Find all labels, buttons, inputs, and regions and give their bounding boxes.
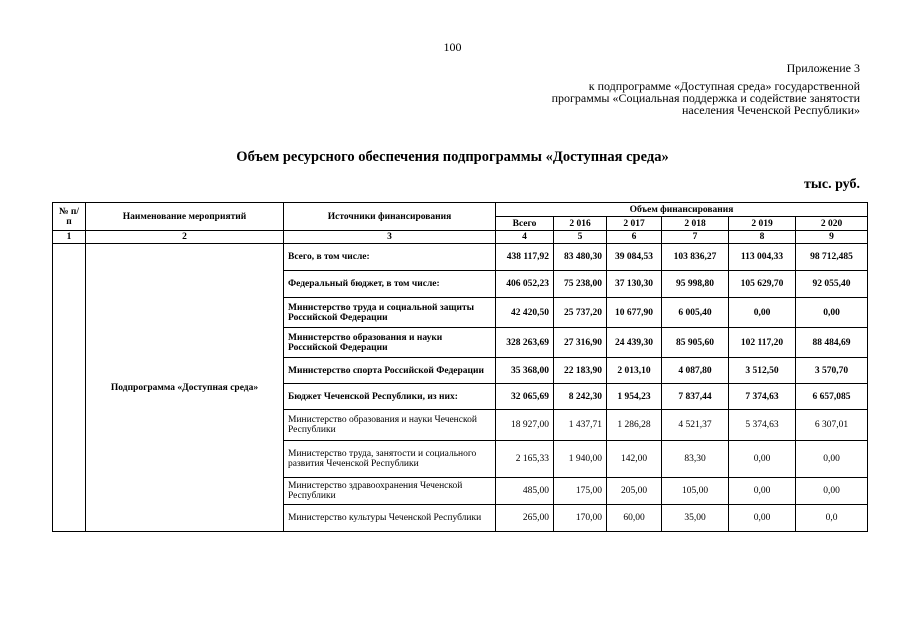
value-cell: 35 368,00 xyxy=(496,358,554,384)
value-cell: 485,00 xyxy=(496,478,554,505)
value-cell: 5 374,63 xyxy=(729,410,796,441)
value-cell: 102 117,20 xyxy=(729,328,796,358)
value-cell: 6 005,40 xyxy=(662,298,729,328)
source-cell: Министерство здравоохранения Чеченской Республики xyxy=(284,478,496,505)
value-cell: 92 055,40 xyxy=(796,271,868,298)
column-number: 8 xyxy=(729,231,796,244)
column-number: 2 xyxy=(86,231,284,244)
program-name-cell: Подпрограмма «Доступная среда» xyxy=(86,244,284,532)
value-cell: 85 905,60 xyxy=(662,328,729,358)
value-cell: 18 927,00 xyxy=(496,410,554,441)
header-year-2017: 2 017 xyxy=(607,217,662,231)
header-row-top xyxy=(53,203,868,217)
column-number: 5 xyxy=(554,231,607,244)
source-cell: Министерство культуры Чеченской Республики xyxy=(284,505,496,532)
appendix-title: Приложение 3 xyxy=(786,61,860,75)
value-cell: 7 374,63 xyxy=(729,384,796,410)
value-cell: 75 238,00 xyxy=(554,271,607,298)
table-row xyxy=(53,244,868,271)
column-number: 6 xyxy=(607,231,662,244)
value-cell: 4 087,80 xyxy=(662,358,729,384)
value-cell: 83 480,30 xyxy=(554,244,607,271)
value-cell: 27 316,90 xyxy=(554,328,607,358)
value-cell: 328 263,69 xyxy=(496,328,554,358)
header-total: Всего xyxy=(496,217,554,231)
units-label: тыс. руб. xyxy=(804,177,860,192)
value-cell: 265,00 xyxy=(496,505,554,532)
header-funding-source: Источники финансирования xyxy=(284,203,496,231)
value-cell: 142,00 xyxy=(607,441,662,478)
header-year-2020: 2 020 xyxy=(796,217,868,231)
value-cell: 6 657,085 xyxy=(796,384,868,410)
value-cell: 1 954,23 xyxy=(607,384,662,410)
value-cell: 170,00 xyxy=(554,505,607,532)
header-activity-name: Наименование мероприятий xyxy=(86,203,284,231)
header-year-2019: 2 019 xyxy=(729,217,796,231)
row-number-cell xyxy=(53,244,86,532)
value-cell: 37 130,30 xyxy=(607,271,662,298)
source-cell: Министерство спорта Российской Федерации xyxy=(284,358,496,384)
value-cell: 8 242,30 xyxy=(554,384,607,410)
header-number: № п/п xyxy=(53,203,86,231)
value-cell: 0,00 xyxy=(729,298,796,328)
value-cell: 0,0 xyxy=(796,505,868,532)
source-cell: Бюджет Чеченской Республики, из них: xyxy=(284,384,496,410)
source-cell: Федеральный бюджет, в том числе: xyxy=(284,271,496,298)
page-number: 100 xyxy=(443,40,462,54)
value-cell: 0,00 xyxy=(729,478,796,505)
value-cell: 0,00 xyxy=(729,441,796,478)
value-cell: 98 712,485 xyxy=(796,244,868,271)
value-cell: 7 837,44 xyxy=(662,384,729,410)
column-number: 9 xyxy=(796,231,868,244)
source-cell: Министерство труда и социальной защиты Российской Федерации xyxy=(284,298,496,328)
value-cell: 0,00 xyxy=(729,505,796,532)
value-cell: 105 629,70 xyxy=(729,271,796,298)
value-cell: 3 570,70 xyxy=(796,358,868,384)
value-cell: 103 836,27 xyxy=(662,244,729,271)
value-cell: 0,00 xyxy=(796,478,868,505)
value-cell: 1 940,00 xyxy=(554,441,607,478)
column-number: 1 xyxy=(53,231,86,244)
value-cell: 25 737,20 xyxy=(554,298,607,328)
source-cell: Всего, в том числе: xyxy=(284,244,496,271)
column-number: 4 xyxy=(496,231,554,244)
column-numbers-row xyxy=(53,231,868,244)
source-cell: Министерство образования и науки Чеченской Республики xyxy=(284,410,496,441)
value-cell: 0,00 xyxy=(796,441,868,478)
value-cell: 205,00 xyxy=(607,478,662,505)
value-cell: 83,30 xyxy=(662,441,729,478)
value-cell: 95 998,80 xyxy=(662,271,729,298)
value-cell: 113 004,33 xyxy=(729,244,796,271)
value-cell: 42 420,50 xyxy=(496,298,554,328)
value-cell: 32 065,69 xyxy=(496,384,554,410)
value-cell: 105,00 xyxy=(662,478,729,505)
document-title: Объем ресурсного обеспечения подпрограммы «Доступная среда» xyxy=(236,149,669,165)
value-cell: 39 084,53 xyxy=(607,244,662,271)
value-cell: 22 183,90 xyxy=(554,358,607,384)
column-number: 7 xyxy=(662,231,729,244)
value-cell: 2 013,10 xyxy=(607,358,662,384)
value-cell: 1 286,28 xyxy=(607,410,662,441)
value-cell: 438 117,92 xyxy=(496,244,554,271)
header-year-2016: 2 016 xyxy=(554,217,607,231)
value-cell: 35,00 xyxy=(662,505,729,532)
column-number: 3 xyxy=(284,231,496,244)
header-funding-volume: Объем финансирования xyxy=(496,203,868,217)
value-cell: 60,00 xyxy=(607,505,662,532)
value-cell: 406 052,23 xyxy=(496,271,554,298)
financing-table xyxy=(52,202,868,532)
value-cell: 88 484,69 xyxy=(796,328,868,358)
value-cell: 3 512,50 xyxy=(729,358,796,384)
value-cell: 10 677,90 xyxy=(607,298,662,328)
value-cell: 0,00 xyxy=(796,298,868,328)
value-cell: 4 521,37 xyxy=(662,410,729,441)
source-cell: Министерство труда, занятости и социального развития Чеченской Республики xyxy=(284,441,496,478)
value-cell: 2 165,33 xyxy=(496,441,554,478)
value-cell: 6 307,01 xyxy=(796,410,868,441)
appendix-description: к подпрограмме «Доступная среда» государственной программы «Социальная поддержка и содействие занятости населения Чеченской Республики» xyxy=(551,79,860,117)
value-cell: 24 439,30 xyxy=(607,328,662,358)
value-cell: 1 437,71 xyxy=(554,410,607,441)
value-cell: 175,00 xyxy=(554,478,607,505)
header-year-2018: 2 018 xyxy=(662,217,729,231)
source-cell: Министерство образования и науки Российской Федерации xyxy=(284,328,496,358)
